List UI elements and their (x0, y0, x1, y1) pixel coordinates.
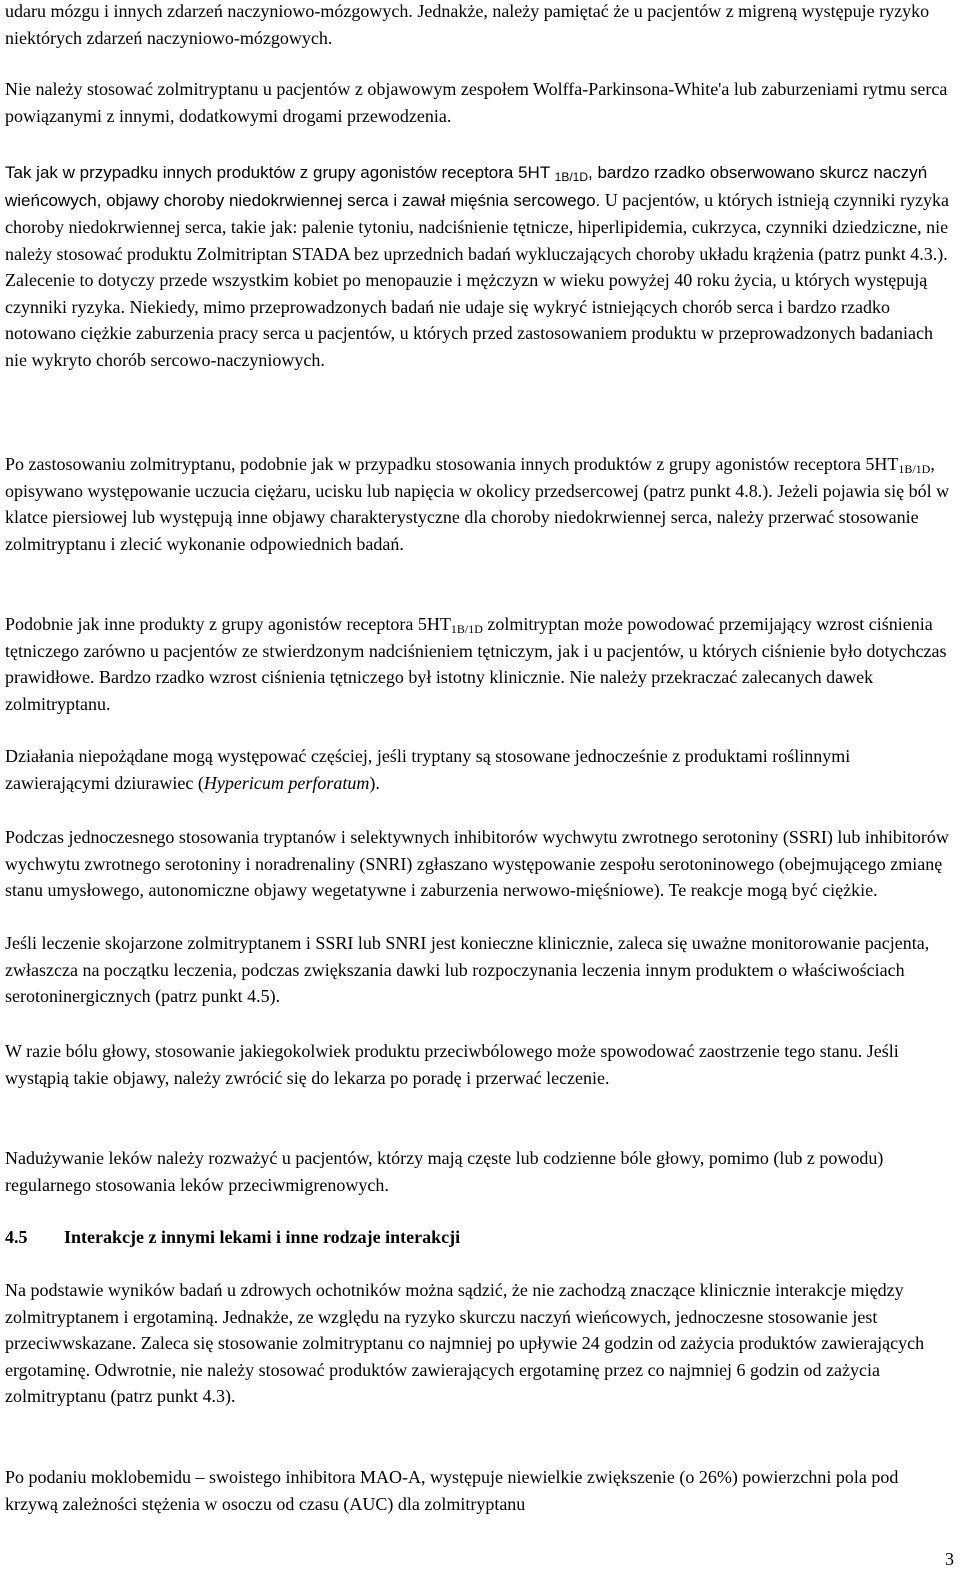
paragraph-ssri-monitoring: Jeśli leczenie skojarzone zolmitryptanem i SSRI lub SNRI jest konieczne klinicznie, zaleca się uważne monitorowanie pacjenta, zwłaszcza na początku leczenia, podczas zwiększania dawki lub rozpoczynania leczenia innym produktem o właściwościach serotoninergicznych (patrz punkt 4.5). (5, 933, 930, 1006)
paragraph-headache: W razie bólu głowy, stosowanie jakiegokolwiek produktu przeciwbólowego może spowodować zaostrzenie tego stanu. Jeśli wystąpią takie objawy, należy zwrócić się do lekarza po poradę i przerwać leczenie. (5, 1041, 899, 1088)
section-heading (5, 1224, 955, 1251)
section-title: Interakcje z innymi lekami i inne rodzaje interakcji (64, 1227, 461, 1247)
paragraph-coronary-risk-intro: Tak jak w przypadku innych produktów z grupy agonistów receptora 5HT $_{1B/1D}$, bardzo rzadko obserwowano skurcz naczyń wieńcowych, objawy choroby niedokrwiennej serca i zawał mięśnia sercowego. (5, 163, 928, 210)
paragraph-moclobemide: Po podaniu moklobemidu – swoistego inhibitora MAO-A, występuje niewielkie zwiększenie (o 26%) powierzchni pola pod krzywą zależności stężenia w osoczu od czasu (AUC) dla zolmitryptanu (5, 1467, 899, 1514)
paragraph-serotonin-syndrome: Podczas jednoczesnego stosowania tryptanów i selektywnych inhibitorów wychwytu zwrotnego serotoniny (SSRI) lub inhibitorów wychwytu zwrotnego serotoniny i noradrenaliny (SNRI) zgłaszano występowanie zespołu serotoninowego (obejmującego zmianę stanu umysłowego, autonomiczne objawy wegetatywne i zaburzenia nerwowo-mięśniowe). Te reakcje mogą być ciężkie. (5, 827, 949, 900)
paragraph-cerebrovascular: udaru mózgu i innych zdarzeń naczyniowo-mózgowych. Jednakże, należy pamiętać że u pacjentów z migreną występuje ryzyko niektórych zdarzeń naczyniowo-mózgowych. (5, 1, 930, 48)
paragraph-blood-pressure: Podobnie jak inne produkty z grupy agonistów receptora $5HT_{1B/1D}$ zolmitryptan może powodować przemijający wzrost ciśnienia tętniczego zarówno u pacjentów ze stwierdzonym nadciśnieniem tętniczym, jak i u pacjentów, u których ciśnienie było dotychczas prawidłowe. Bardzo rzadko wzrost ciśnienia tętniczego był istotny klinicznie. Nie należy przekraczać zalecanych dawek zolmitryptanu. (5, 614, 947, 714)
paragraph-wpw: Nie należy stosować zolmitryptanu u pacjentów z objawowym zespołem Wolffa-Parkinsona-White'a lub zaburzeniami rytmu serca powiązanymi z innymi, dodatkowymi drogami przewodzenia. (5, 79, 948, 126)
paragraph-st-johns-wort: Działania niepożądane mogą występować częściej, jeśli tryptany są stosowane jednocześnie z produktami roślinnymi zawierającymi dziurawiec (Hypericum perforatum). (5, 746, 851, 793)
paragraph-ergotamine: Na podstawie wyników badań u zdrowych ochotników można sądzić, że nie zachodzą znaczące klinicznie interakcje między zolmitryptanem i ergotaminą. Jednakże, ze względu na ryzyko skurczu naczyń wieńcowych, jednoczesne stosowanie jest przeciwwskazane. Zaleca się stosowanie zolmitryptanu co najmniej po upływie 24 godzin od zażycia produktów zawierających ergotaminę. Odwrotnie, nie należy stosować produktów zawierających ergotaminę przez co najmniej 6 godzin od zażycia zolmitryptanu (patrz punkt 4.3). (5, 1280, 925, 1406)
section-number: 4.5 (5, 1227, 28, 1247)
paragraph-chest-symptoms: Po zastosowaniu zolmitryptanu, podobnie jak w przypadku stosowania innych produktów z grupy agonistów receptora $5HT_{1B/1D}$, opisywano występowanie uczucia ciężaru, ucisku lub napięcia w okolicy przedsercowej (patrz punkt 4.8.). Jeżeli pojawia się ból w klatce piersiowej lub występują inne objawy charakterystyczne dla choroby niedokrwiennej serca, należy przerwać stosowanie zolmitryptanu i zlecić wykonanie odpowiednich badań. (5, 454, 950, 554)
paragraph-coronary-risk: Tak jak w przypadku innych produktów z grupy agonistów receptora 5HT $_{1B/1D}$, bardzo rzadko obserwowano skurcz naczyń wieńcowych, objawy choroby niedokrwiennej serca i zawał mięśnia sercowego. U pacjentów, u których istnieją czynniki ryzyka choroby niedokrwiennej serca, takie jak: palenie tytoniu, nadciśnienie tętnicze, hiperlipidemia, cukrzyca, czynniki dziedziczne, nie należy stosować produktu Zolmitriptan STADA bez uprzednich badań wykluczających choroby układu krążenia (patrz punkt 4.3.). Zalecenie to dotyczy przede wszystkim kobiet po menopauzie i mężczyzn w wieku powyżej 40 roku życia, u których występują czynniki ryzyka. Niekiedy, mimo przeprowadzonych badań nie udaje się wykryć istniejących chorób serca i bardzo rzadko notowano ciężkie zaburzenia pracy serca u pacjentów, u których przed zastosowaniem produktu w przeprowadzonych badaniach nie wykryto chorób sercowo-naczyniowych. (5, 163, 950, 370)
page-number: 3 (945, 1549, 954, 1569)
paragraph-overuse: Nadużywanie leków należy rozważyć u pacjentów, którzy mają częste lub codzienne bóle głowy, pomimo (lub z powodu) regularnego stosowania leków przeciwmigrenowych. (5, 1148, 884, 1195)
